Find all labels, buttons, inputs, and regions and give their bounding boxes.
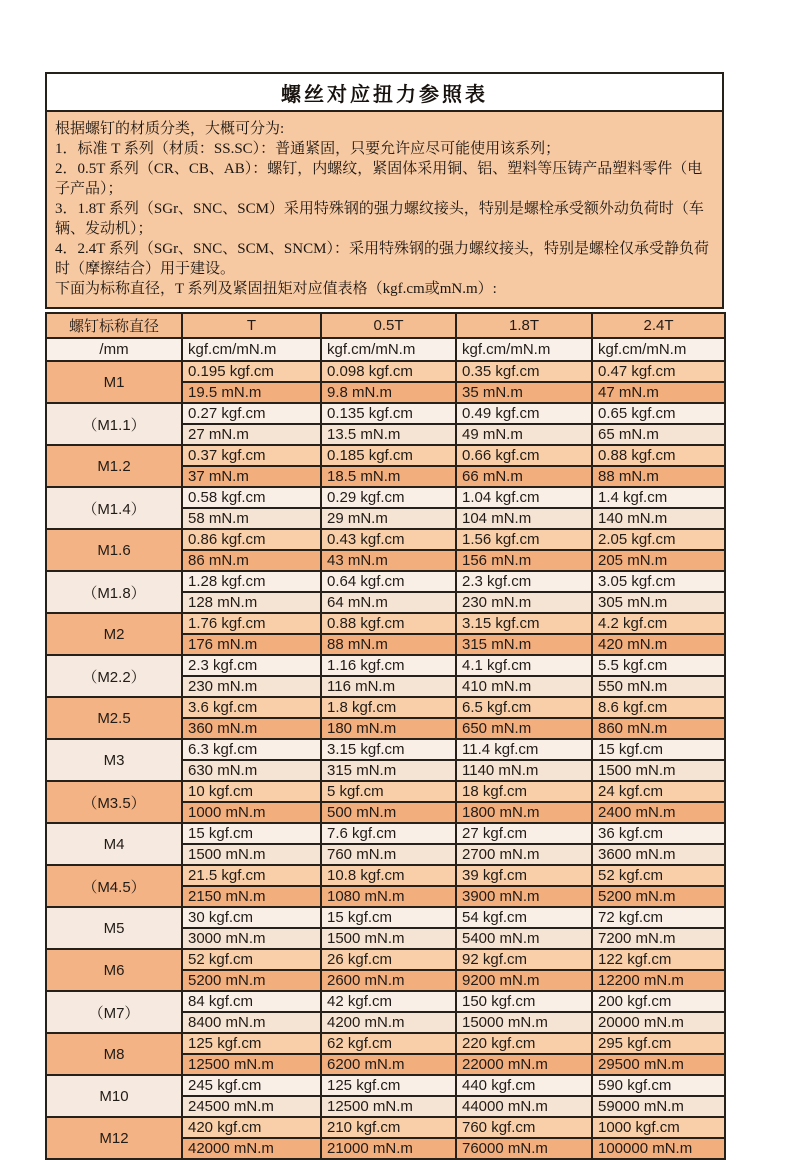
kgf-value-cell: 3.6 kgf.cm [182,697,321,718]
diameter-cell: （M3.5） [46,781,182,823]
mnm-value-cell: 630 mN.m [182,760,321,781]
mnm-value-cell: 21000 mN.m [321,1138,456,1159]
kgf-value-cell: 62 kgf.cm [321,1033,456,1054]
mnm-value-cell: 176 mN.m [182,634,321,655]
kgf-value-cell: 0.27 kgf.cm [182,403,321,424]
mnm-value-cell: 3000 mN.m [182,928,321,949]
mnm-value-cell: 3600 mN.m [592,844,725,865]
mnm-value-cell: 550 mN.m [592,676,725,697]
column-unit-24t: kgf.cm/mN.m [592,338,725,361]
table-unit-row [46,338,725,361]
mnm-value-cell: 43 mN.m [321,550,456,571]
kgf-value-cell: 6.3 kgf.cm [182,739,321,760]
torque-reference-table [45,312,726,1160]
kgf-value-cell: 0.86 kgf.cm [182,529,321,550]
diameter-cell: （M2.2） [46,655,182,697]
kgf-value-cell: 245 kgf.cm [182,1075,321,1096]
mnm-value-cell: 18.5 mN.m [321,466,456,487]
kgf-value-cell: 21.5 kgf.cm [182,865,321,886]
kgf-value-cell: 0.64 kgf.cm [321,571,456,592]
mnm-value-cell: 230 mN.m [456,592,592,613]
table-row-kgf [46,823,725,844]
kgf-value-cell: 36 kgf.cm [592,823,725,844]
diameter-cell: M1.2 [46,445,182,487]
kgf-value-cell: 0.37 kgf.cm [182,445,321,466]
kgf-value-cell: 760 kgf.cm [456,1117,592,1138]
mnm-value-cell: 65 mN.m [592,424,725,445]
mnm-value-cell: 360 mN.m [182,718,321,739]
mnm-value-cell: 760 mN.m [321,844,456,865]
kgf-value-cell: 0.47 kgf.cm [592,361,725,382]
kgf-value-cell: 5 kgf.cm [321,781,456,802]
kgf-value-cell: 125 kgf.cm [182,1033,321,1054]
kgf-value-cell: 2.05 kgf.cm [592,529,725,550]
table-row-kgf [46,781,725,802]
kgf-value-cell: 10.8 kgf.cm [321,865,456,886]
table-row-kgf [46,697,725,718]
mnm-value-cell: 500 mN.m [321,802,456,823]
mnm-value-cell: 230 mN.m [182,676,321,697]
kgf-value-cell: 1.56 kgf.cm [456,529,592,550]
mnm-value-cell: 59000 mN.m [592,1096,725,1117]
mnm-value-cell: 315 mN.m [321,760,456,781]
diameter-cell: M3 [46,739,182,781]
diameter-cell: M1.6 [46,529,182,571]
kgf-value-cell: 1.28 kgf.cm [182,571,321,592]
kgf-value-cell: 27 kgf.cm [456,823,592,844]
column-header-diameter: 螺钉标称直径 [46,313,182,338]
mnm-value-cell: 180 mN.m [321,718,456,739]
diameter-cell: （M1.8） [46,571,182,613]
intro-line-series-18t: 3．1.8T 系列（SGr、SNC、SCM）采用特殊钢的强力螺纹接头，特别是螺栓承受额外动负荷时（车辆、发动机）； [55,201,704,237]
table-row-kgf [46,865,725,886]
kgf-value-cell: 125 kgf.cm [321,1075,456,1096]
table-row-kgf [46,655,725,676]
mnm-value-cell: 35 mN.m [456,382,592,403]
table-row-kgf [46,739,725,760]
kgf-value-cell: 84 kgf.cm [182,991,321,1012]
kgf-value-cell: 1000 kgf.cm [592,1117,725,1138]
kgf-value-cell: 590 kgf.cm [592,1075,725,1096]
mnm-value-cell: 104 mN.m [456,508,592,529]
kgf-value-cell: 52 kgf.cm [592,865,725,886]
table-row-kgf [46,1075,725,1096]
mnm-value-cell: 24500 mN.m [182,1096,321,1117]
kgf-value-cell: 5.5 kgf.cm [592,655,725,676]
kgf-value-cell: 54 kgf.cm [456,907,592,928]
kgf-value-cell: 0.35 kgf.cm [456,361,592,382]
kgf-value-cell: 0.29 kgf.cm [321,487,456,508]
mnm-value-cell: 44000 mN.m [456,1096,592,1117]
intro-line-classification: 根据螺钉的材质分类，大概可分为: [55,121,285,137]
mnm-value-cell: 7200 mN.m [592,928,725,949]
mnm-value-cell: 5200 mN.m [182,970,321,991]
table-row-kgf [46,487,725,508]
diameter-cell: M2 [46,613,182,655]
kgf-value-cell: 295 kgf.cm [592,1033,725,1054]
mnm-value-cell: 20000 mN.m [592,1012,725,1033]
kgf-value-cell: 92 kgf.cm [456,949,592,970]
kgf-value-cell: 42 kgf.cm [321,991,456,1012]
mnm-value-cell: 86 mN.m [182,550,321,571]
mnm-value-cell: 315 mN.m [456,634,592,655]
diameter-cell: M4 [46,823,182,865]
column-header-24t: 2.4T [592,313,725,338]
kgf-value-cell: 1.76 kgf.cm [182,613,321,634]
kgf-value-cell: 72 kgf.cm [592,907,725,928]
kgf-value-cell: 1.8 kgf.cm [321,697,456,718]
kgf-value-cell: 3.15 kgf.cm [321,739,456,760]
diameter-cell: （M1.4） [46,487,182,529]
intro-line-series-24t: 4．2.4T 系列（SGr、SNC、SCM、SNCM）：采用特殊钢的强力螺纹接头，特别是螺栓仅承受静负荷时（摩擦结合）用于建设。 [55,241,709,277]
mnm-value-cell: 1500 mN.m [182,844,321,865]
kgf-value-cell: 6.5 kgf.cm [456,697,592,718]
mnm-value-cell: 13.5 mN.m [321,424,456,445]
kgf-value-cell: 7.6 kgf.cm [321,823,456,844]
kgf-value-cell: 0.88 kgf.cm [592,445,725,466]
mnm-value-cell: 3900 mN.m [456,886,592,907]
kgf-value-cell: 0.098 kgf.cm [321,361,456,382]
mnm-value-cell: 27 mN.m [182,424,321,445]
mnm-value-cell: 1500 mN.m [592,760,725,781]
kgf-value-cell: 0.66 kgf.cm [456,445,592,466]
mnm-value-cell: 29 mN.m [321,508,456,529]
mnm-value-cell: 42000 mN.m [182,1138,321,1159]
kgf-value-cell: 10 kgf.cm [182,781,321,802]
mnm-value-cell: 140 mN.m [592,508,725,529]
kgf-value-cell: 0.195 kgf.cm [182,361,321,382]
mnm-value-cell: 650 mN.m [456,718,592,739]
mnm-value-cell: 12500 mN.m [182,1054,321,1075]
mnm-value-cell: 2600 mN.m [321,970,456,991]
mnm-value-cell: 1500 mN.m [321,928,456,949]
table-header-row [46,313,725,338]
mnm-value-cell: 37 mN.m [182,466,321,487]
kgf-value-cell: 0.88 kgf.cm [321,613,456,634]
table-row-kgf [46,613,725,634]
kgf-value-cell: 39 kgf.cm [456,865,592,886]
kgf-value-cell: 0.43 kgf.cm [321,529,456,550]
mnm-value-cell: 860 mN.m [592,718,725,739]
column-header-05t: 0.5T [321,313,456,338]
column-unit-t: kgf.cm/mN.m [182,338,321,361]
mnm-value-cell: 2400 mN.m [592,802,725,823]
table-row-kgf [46,529,725,550]
kgf-value-cell: 0.58 kgf.cm [182,487,321,508]
column-header-18t: 1.8T [456,313,592,338]
mnm-value-cell: 22000 mN.m [456,1054,592,1075]
kgf-value-cell: 3.05 kgf.cm [592,571,725,592]
column-unit-diameter: /mm [46,338,182,361]
mnm-value-cell: 88 mN.m [592,466,725,487]
kgf-value-cell: 440 kgf.cm [456,1075,592,1096]
kgf-value-cell: 52 kgf.cm [182,949,321,970]
mnm-value-cell: 128 mN.m [182,592,321,613]
kgf-value-cell: 8.6 kgf.cm [592,697,725,718]
kgf-value-cell: 0.49 kgf.cm [456,403,592,424]
mnm-value-cell: 5400 mN.m [456,928,592,949]
kgf-value-cell: 150 kgf.cm [456,991,592,1012]
column-unit-05t: kgf.cm/mN.m [321,338,456,361]
kgf-value-cell: 15 kgf.cm [592,739,725,760]
mnm-value-cell: 156 mN.m [456,550,592,571]
mnm-value-cell: 410 mN.m [456,676,592,697]
document-title-box [45,72,724,112]
diameter-cell: （M1.1） [46,403,182,445]
mnm-value-cell: 1080 mN.m [321,886,456,907]
kgf-value-cell: 30 kgf.cm [182,907,321,928]
table-row-kgf [46,403,725,424]
kgf-value-cell: 0.185 kgf.cm [321,445,456,466]
mnm-value-cell: 9.8 mN.m [321,382,456,403]
diameter-cell: M1 [46,361,182,403]
mnm-value-cell: 6200 mN.m [321,1054,456,1075]
kgf-value-cell: 2.3 kgf.cm [182,655,321,676]
mnm-value-cell: 58 mN.m [182,508,321,529]
mnm-value-cell: 9200 mN.m [456,970,592,991]
kgf-value-cell: 4.1 kgf.cm [456,655,592,676]
kgf-value-cell: 24 kgf.cm [592,781,725,802]
mnm-value-cell: 1800 mN.m [456,802,592,823]
kgf-value-cell: 220 kgf.cm [456,1033,592,1054]
kgf-value-cell: 210 kgf.cm [321,1117,456,1138]
mnm-value-cell: 8400 mN.m [182,1012,321,1033]
diameter-cell: M12 [46,1117,182,1159]
kgf-value-cell: 1.04 kgf.cm [456,487,592,508]
kgf-value-cell: 2.3 kgf.cm [456,571,592,592]
intro-line-series-t: 1．标准 T 系列（材质：SS.SC）：普通紧固，只要允许应尽可能使用该系列； [55,141,561,157]
intro-section [45,110,724,309]
mnm-value-cell: 1140 mN.m [456,760,592,781]
mnm-value-cell: 2150 mN.m [182,886,321,907]
mnm-value-cell: 305 mN.m [592,592,725,613]
mnm-value-cell: 19.5 mN.m [182,382,321,403]
kgf-value-cell: 200 kgf.cm [592,991,725,1012]
table-row-kgf [46,445,725,466]
table-row-kgf [46,361,725,382]
table-row-kgf [46,1033,725,1054]
diameter-cell: M2.5 [46,697,182,739]
kgf-value-cell: 3.15 kgf.cm [456,613,592,634]
mnm-value-cell: 100000 mN.m [592,1138,725,1159]
diameter-cell: M10 [46,1075,182,1117]
document-page [45,72,724,1160]
diameter-cell: M8 [46,1033,182,1075]
kgf-value-cell: 420 kgf.cm [182,1117,321,1138]
mnm-value-cell: 76000 mN.m [456,1138,592,1159]
mnm-value-cell: 15000 mN.m [456,1012,592,1033]
mnm-value-cell: 64 mN.m [321,592,456,613]
diameter-cell: （M7） [46,991,182,1033]
kgf-value-cell: 15 kgf.cm [182,823,321,844]
kgf-value-cell: 122 kgf.cm [592,949,725,970]
table-row-kgf [46,1117,725,1138]
kgf-value-cell: 18 kgf.cm [456,781,592,802]
diameter-cell: M6 [46,949,182,991]
diameter-cell: （M4.5） [46,865,182,907]
mnm-value-cell: 420 mN.m [592,634,725,655]
mnm-value-cell: 12200 mN.m [592,970,725,991]
kgf-value-cell: 0.65 kgf.cm [592,403,725,424]
table-row-kgf [46,907,725,928]
table-row-kgf [46,991,725,1012]
column-unit-18t: kgf.cm/mN.m [456,338,592,361]
intro-line-table-note: 下面为标称直径，T 系列及紧固扭矩对应值表格（kgf.cm或mN.m）: [55,281,497,297]
mnm-value-cell: 66 mN.m [456,466,592,487]
kgf-value-cell: 11.4 kgf.cm [456,739,592,760]
kgf-value-cell: 1.4 kgf.cm [592,487,725,508]
mnm-value-cell: 12500 mN.m [321,1096,456,1117]
mnm-value-cell: 4200 mN.m [321,1012,456,1033]
mnm-value-cell: 88 mN.m [321,634,456,655]
mnm-value-cell: 1000 mN.m [182,802,321,823]
kgf-value-cell: 0.135 kgf.cm [321,403,456,424]
table-row-kgf [46,571,725,592]
mnm-value-cell: 29500 mN.m [592,1054,725,1075]
mnm-value-cell: 2700 mN.m [456,844,592,865]
table-row-kgf [46,949,725,970]
column-header-t: T [182,313,321,338]
page-title: 螺丝对应扭力参照表 [281,83,488,106]
diameter-cell: M5 [46,907,182,949]
kgf-value-cell: 4.2 kgf.cm [592,613,725,634]
kgf-value-cell: 26 kgf.cm [321,949,456,970]
mnm-value-cell: 47 mN.m [592,382,725,403]
mnm-value-cell: 5200 mN.m [592,886,725,907]
mnm-value-cell: 205 mN.m [592,550,725,571]
kgf-value-cell: 15 kgf.cm [321,907,456,928]
mnm-value-cell: 116 mN.m [321,676,456,697]
intro-line-series-05t: 2．0.5T 系列（CR、CB、AB）：螺钉，内螺纹，紧固体采用铜、铝、塑料等压铸产品塑料零件（电子产品）； [55,161,703,197]
kgf-value-cell: 1.16 kgf.cm [321,655,456,676]
mnm-value-cell: 49 mN.m [456,424,592,445]
